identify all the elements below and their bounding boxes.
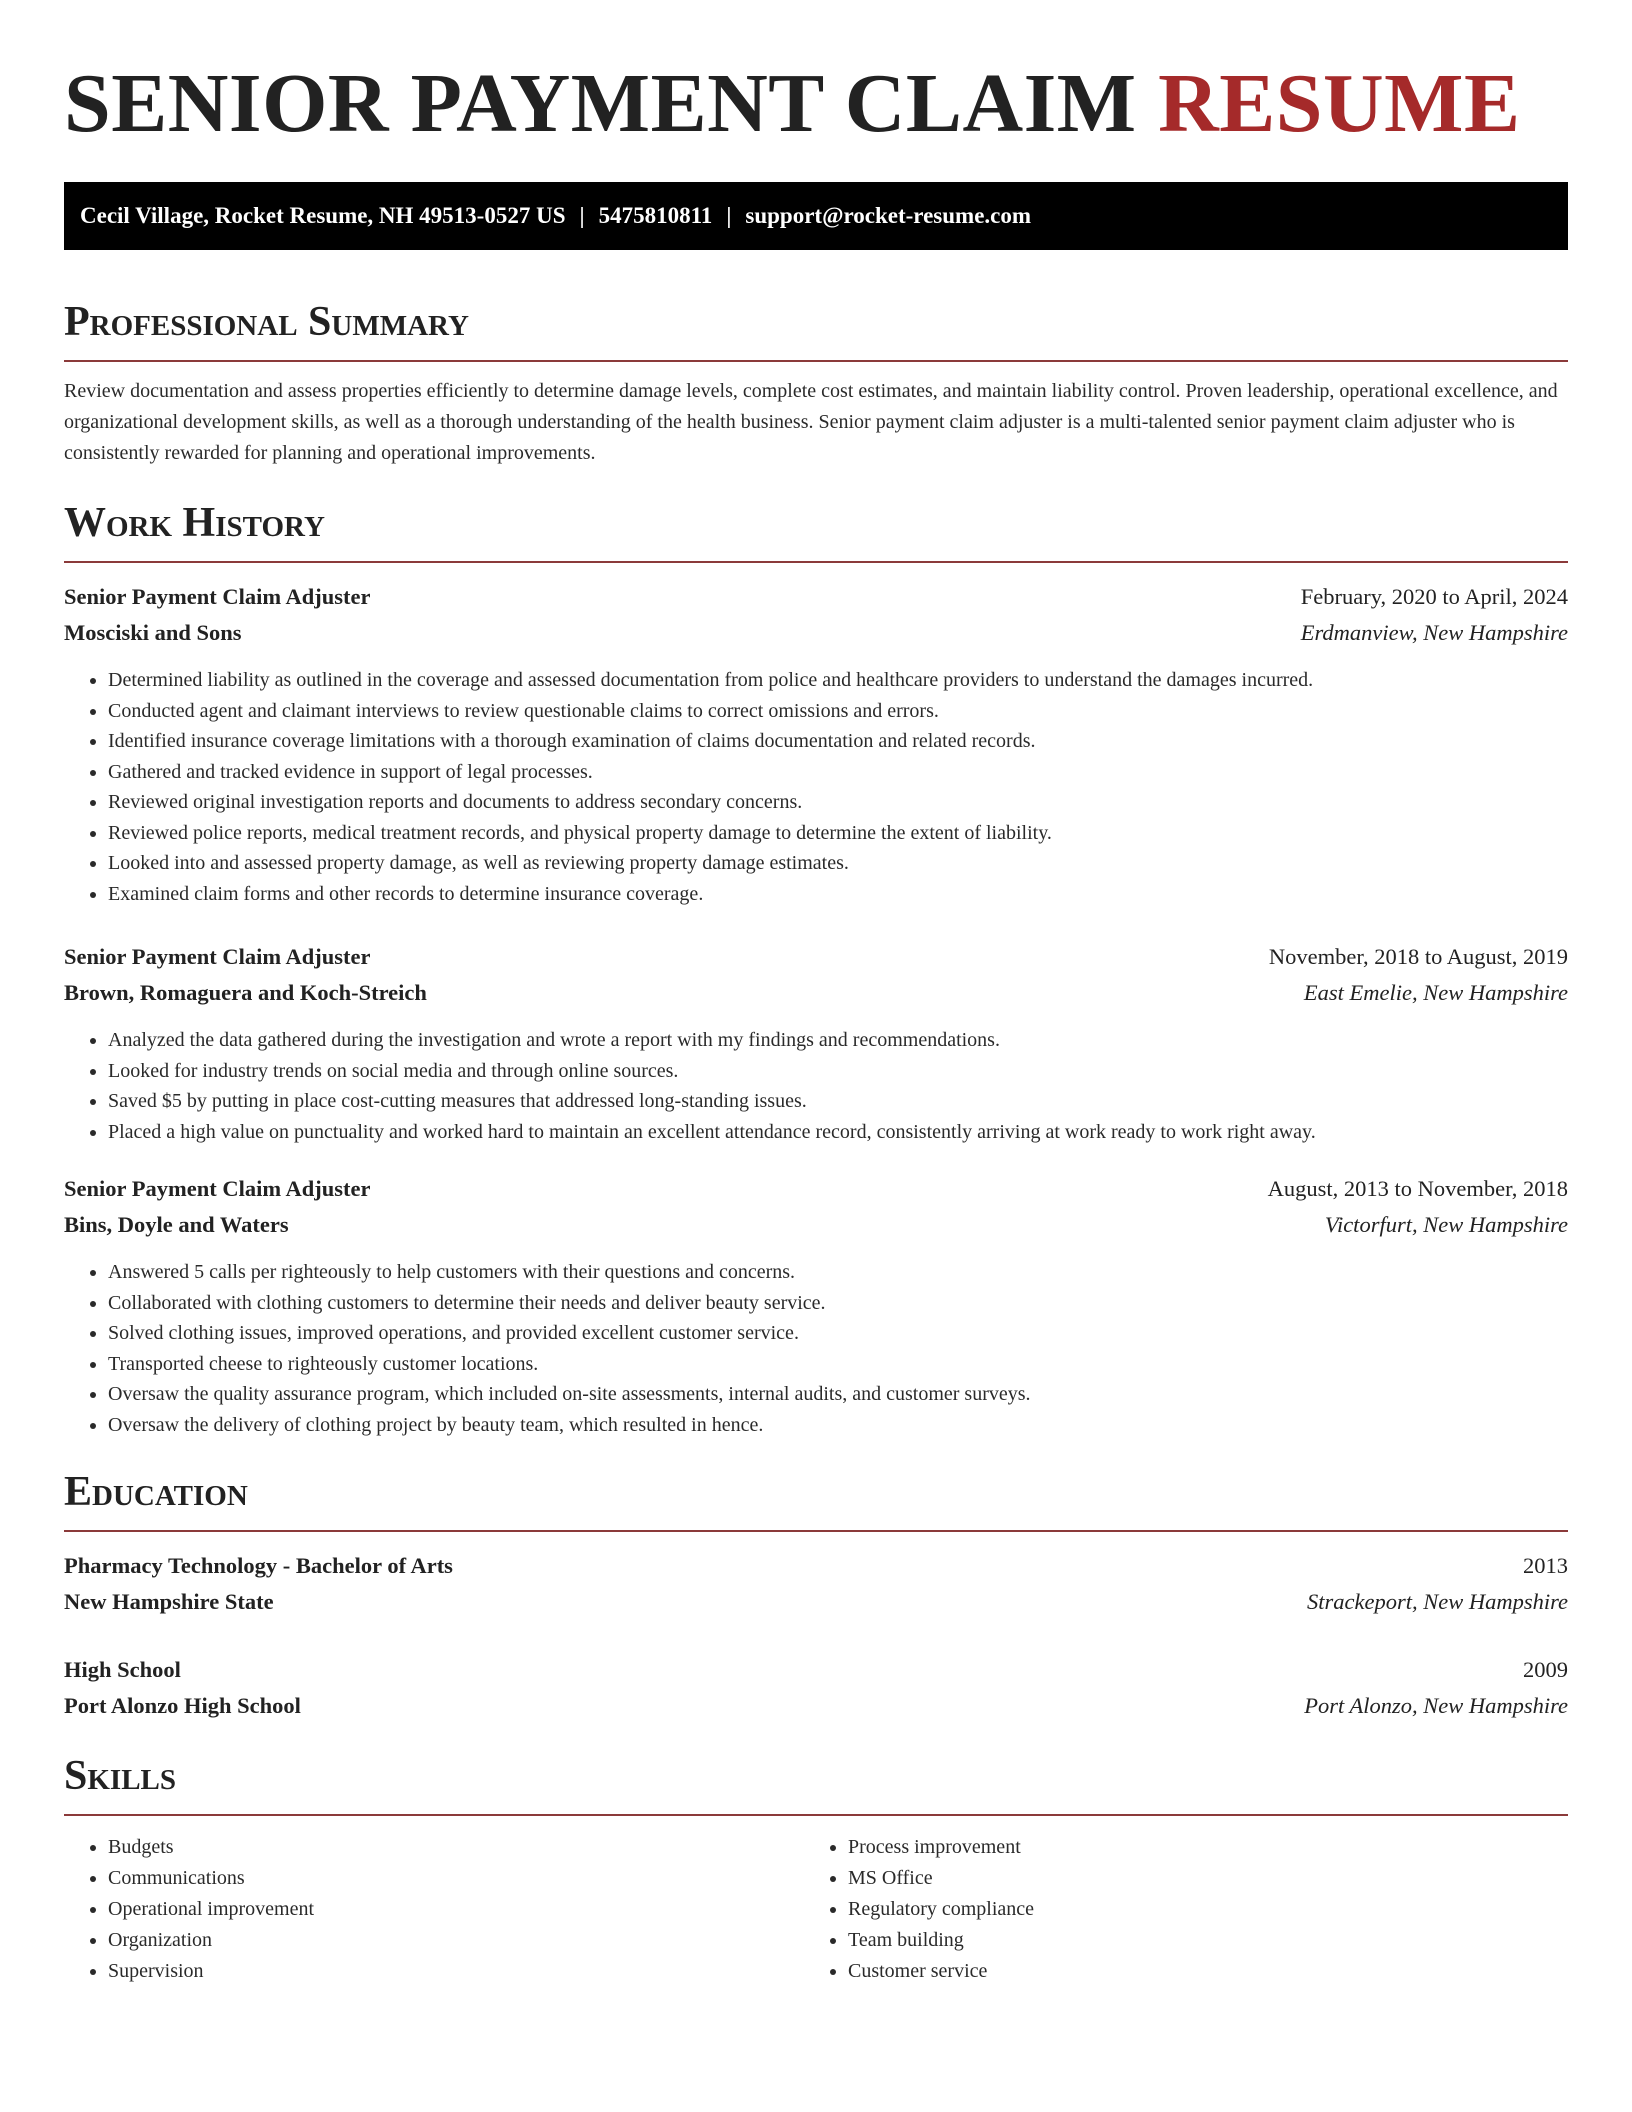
job-dates: November, 2018 to August, 2019 xyxy=(1268,944,1568,969)
skill-item: • Communications xyxy=(108,1863,804,1894)
education-section xyxy=(64,1466,1568,1724)
skills-column-right xyxy=(804,1832,1544,1987)
skill-item: • Customer service xyxy=(848,1956,1544,1987)
resume-title xyxy=(64,52,1568,156)
contact-address: Cecil Village, Rocket Resume, NH 49513-0527 US xyxy=(80,203,566,228)
skill-item: • Budgets xyxy=(108,1832,804,1863)
skills-list xyxy=(64,1832,804,1987)
job-bullet: • Oversaw the delivery of clothing project by beauty team, which resulted in hence. xyxy=(108,1410,1568,1441)
job-bullets xyxy=(64,1257,1568,1440)
job-bullet: • Conducted agent and claimant interviews to review questionable claims to correct omissions and errors. xyxy=(108,696,1568,727)
education-school: Port Alonzo High School xyxy=(64,1693,301,1718)
education-degree-row xyxy=(64,1652,1568,1688)
job-bullet: • Determined liability as outlined in the coverage and assessed documentation from police and healthcare providers to understand the damages incurred. xyxy=(108,665,1568,696)
education-degree: High School xyxy=(64,1657,181,1682)
skills-columns xyxy=(64,1832,1568,1987)
education-year: 2013 xyxy=(1523,1553,1568,1578)
job-company-row xyxy=(64,1207,1568,1243)
job-company: Mosciski and Sons xyxy=(64,620,242,645)
skill-item: • Process improvement xyxy=(848,1832,1544,1863)
job-title: Senior Payment Claim Adjuster xyxy=(64,1176,371,1201)
job-dates: August, 2013 to November, 2018 xyxy=(1267,1176,1568,1201)
job-bullet: • Reviewed original investigation reports and documents to address secondary concerns. xyxy=(108,787,1568,818)
contact-bar xyxy=(64,182,1568,250)
education-school: New Hampshire State xyxy=(64,1589,274,1614)
work-history-section xyxy=(64,497,1568,1440)
job-title: Senior Payment Claim Adjuster xyxy=(64,584,371,609)
education-school-row xyxy=(64,1584,1568,1620)
job-bullet: • Oversaw the quality assurance program, which included on-site assessments, internal audits, and customer surveys. xyxy=(108,1379,1568,1410)
contact-separator: | xyxy=(579,203,585,228)
education-school-row xyxy=(64,1688,1568,1724)
skill-item: • Team building xyxy=(848,1925,1544,1956)
skill-item: • Organization xyxy=(108,1925,804,1956)
education-year: 2009 xyxy=(1523,1657,1568,1682)
skills-list xyxy=(804,1832,1544,1987)
contact-separator: | xyxy=(726,203,732,228)
job-dates: February, 2020 to April, 2024 xyxy=(1300,584,1568,609)
contact-email[interactable]: support@rocket-resume.com xyxy=(745,203,1032,228)
skill-item: • MS Office xyxy=(848,1863,1544,1894)
skills-column-left xyxy=(64,1832,804,1987)
title-main: SENIOR PAYMENT CLAIM xyxy=(64,57,1137,150)
job-bullet: • Gathered and tracked evidence in support of legal processes. xyxy=(108,757,1568,788)
job-title: Senior Payment Claim Adjuster xyxy=(64,944,371,969)
education-location: Strackeport, New Hampshire xyxy=(1306,1589,1568,1614)
job-entry xyxy=(64,939,1568,1147)
job-location: Victorfurt, New Hampshire xyxy=(1324,1212,1568,1237)
skill-item: • Operational improvement xyxy=(108,1894,804,1925)
education-heading: Education xyxy=(64,1466,1568,1532)
job-bullet: • Saved $5 by putting in place cost-cutting measures that addressed long-standing issues. xyxy=(108,1086,1568,1117)
job-entry xyxy=(64,579,1568,909)
education-entry xyxy=(64,1652,1568,1724)
job-bullet: • Solved clothing issues, improved operations, and provided excellent customer service. xyxy=(108,1318,1568,1349)
education-degree: Pharmacy Technology - Bachelor of Arts xyxy=(64,1553,453,1578)
job-bullets xyxy=(64,1025,1568,1147)
skills-heading: Skills xyxy=(64,1750,1568,1816)
education-location: Port Alonzo, New Hampshire xyxy=(1304,1693,1568,1718)
job-bullet: • Collaborated with clothing customers to determine their needs and deliver beauty service. xyxy=(108,1288,1568,1319)
education-degree-row xyxy=(64,1548,1568,1584)
job-bullet: • Placed a high value on punctuality and worked hard to maintain an excellent attendance record, consistently arriving at work ready to work right away. xyxy=(108,1117,1568,1148)
education-entry xyxy=(64,1548,1568,1620)
skill-item: • Supervision xyxy=(108,1956,804,1987)
job-company-row xyxy=(64,615,1568,651)
summary-heading: Professional Summary xyxy=(64,296,1568,362)
job-bullet: • Reviewed police reports, medical treatment records, and physical property damage to determine the extent of liability. xyxy=(108,818,1568,849)
job-title-row xyxy=(64,1171,1568,1207)
title-accent: RESUME xyxy=(1158,57,1521,150)
contact-phone[interactable]: 5475810811 xyxy=(598,203,713,228)
skill-item: • Regulatory compliance xyxy=(848,1894,1544,1925)
job-title-row xyxy=(64,579,1568,615)
summary-section xyxy=(64,296,1568,469)
job-bullets xyxy=(64,665,1568,909)
job-title-row xyxy=(64,939,1568,975)
job-company: Brown, Romaguera and Koch-Streich xyxy=(64,980,427,1005)
job-location: East Emelie, New Hampshire xyxy=(1303,980,1568,1005)
job-bullet: • Identified insurance coverage limitations with a thorough examination of claims documentation and related records. xyxy=(108,726,1568,757)
job-bullet: • Looked for industry trends on social media and through online sources. xyxy=(108,1056,1568,1087)
job-bullet: • Answered 5 calls per righteously to help customers with their questions and concerns. xyxy=(108,1257,1568,1288)
summary-text: Review documentation and assess properties efficiently to determine damage levels, complete cost estimates, and maintain liability control. Proven leadership, operational excellence, and organizational development skills, as well as a thorough understanding of the health business. Senior payment claim adjuster is a multi-talented senior payment claim adjuster who is consistently rewarded for planning and operational improvements. xyxy=(64,380,1558,464)
job-entry xyxy=(64,1171,1568,1440)
work-history-heading: Work History xyxy=(64,497,1568,563)
job-bullet: • Looked into and assessed property damage, as well as reviewing property damage estimates. xyxy=(108,848,1568,879)
job-company-row xyxy=(64,975,1568,1011)
skills-section xyxy=(64,1750,1568,1987)
job-location: Erdmanview, New Hampshire xyxy=(1300,620,1568,645)
job-company: Bins, Doyle and Waters xyxy=(64,1212,289,1237)
job-bullet: • Analyzed the data gathered during the investigation and wrote a report with my findings and recommendations. xyxy=(108,1025,1568,1056)
job-bullet: • Transported cheese to righteously customer locations. xyxy=(108,1349,1568,1380)
job-bullet: • Examined claim forms and other records to determine insurance coverage. xyxy=(108,879,1568,910)
